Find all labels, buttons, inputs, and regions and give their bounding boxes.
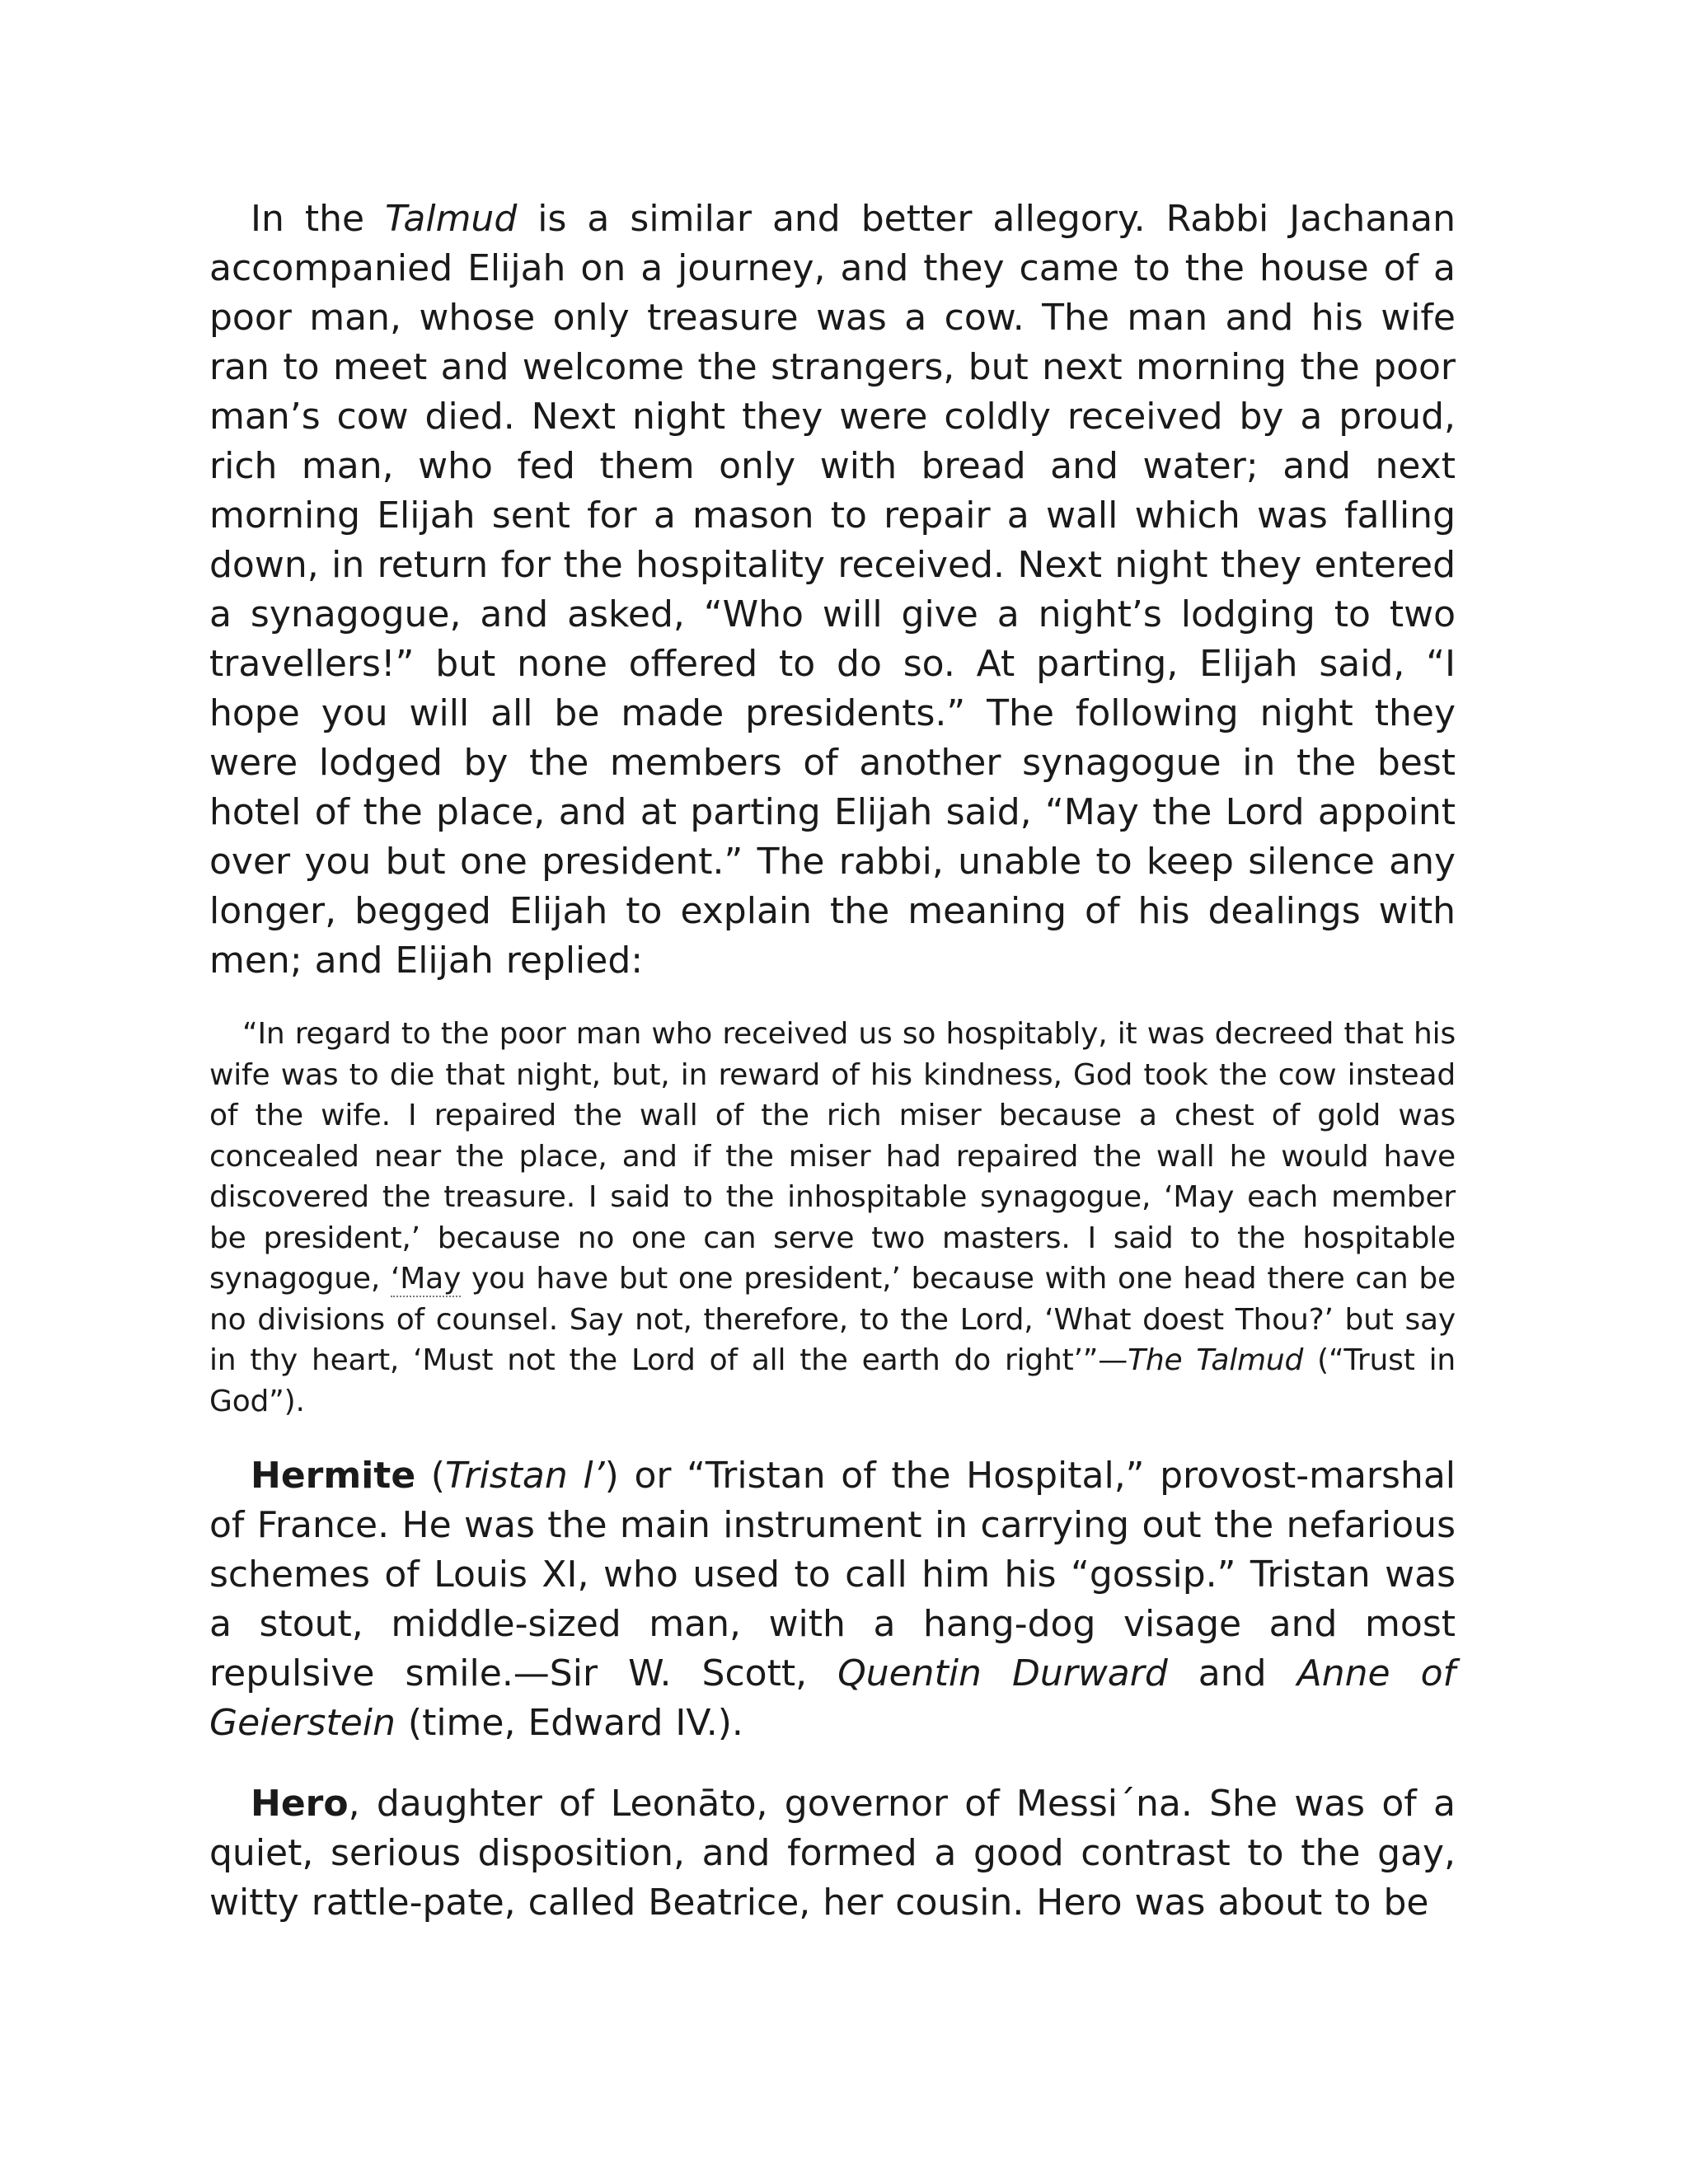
quote-text: (“Trust in God”). <box>209 1343 1456 1418</box>
text-run: (time, Edward IV.). <box>395 1702 743 1744</box>
italic-title: The Talmud <box>1128 1343 1304 1377</box>
text-run: is a similar and better allegory. Rabbi Jachanan accompanied Elijah on a journey, and they came to the house of a poor man, whose only treasure was a cow. The man and his wife ran to meet and welcome the strangers, but next morning the poor man’s cow died. Next night they were coldly received by a proud, rich man, who fed them only with bread and water; and next morning Elijah sent for a mason to repair a wall which was falling down, in return for the hospitality received. Next night they entered a synagogue, and asked, “Who will give a night’s lodging to two travellers!” but none offered to do so. At parting, Elijah said, “I hope you will all be made presidents.” The following night they were lodged by the members of another synagogue in the best hotel of the place, and at parting Elijah said, “May the Lord appoint over you but one president.” The rabbi, unable to keep silence any longer, begged Elijah to explain the meaning of his dealings with men; and Elijah replied: <box>209 198 1456 982</box>
entry-hero <box>209 1779 1456 1928</box>
block-quote <box>209 1014 1456 1422</box>
entry-headword: Hermite <box>251 1455 416 1497</box>
text-run: In the <box>251 198 386 240</box>
italic-name: Tristan l’ <box>444 1455 605 1497</box>
text-run: ( <box>415 1455 445 1497</box>
quote-text: “In regard to the poor man who received us so hospitably, it was decreed that his wife was to die that night, but, in reward of his kindness, God took the cow instead of the wife. I repaired the wall of the rich miser because a chest of gold was concealed near the place, and if the miser had repaired the wall he would have discovered the treasure. I said to the inhospitable synagogue, ‘May each member be president,’ because no one can serve two masters. I said to the hospitable synagogue, <box>209 1017 1456 1296</box>
italic-title: Talmud <box>385 198 518 240</box>
paragraph-talmud-allegory <box>209 194 1456 986</box>
text-run: ) or “Tristan of the Hospital,” provost-marshal of France. He was the main instrument in carrying out the nefarious schemes of Louis XI, who used to call him his “gossip.” Tristan was a stout, middle-sized man, with a hang-dog visage and most repulsive smile.—Sir W. Scott, <box>209 1455 1456 1694</box>
quote-text: you have but one president,’ because with one head there can be no divisions of counsel. Say not, therefore, to the Lord, ‘What doest Thou?’ but say in thy heart, ‘Must not the Lord of all the earth do right’”— <box>209 1262 1456 1377</box>
entry-headword: Hero <box>251 1783 349 1825</box>
text-run: , daughter of Leonāto, governor of Messi´na. She was of a quiet, serious disposition, and formed a good contrast to the gay, witty rattle-pate, called Beatrice, her cousin. Hero was about to be <box>209 1783 1456 1924</box>
dotted-underlined-word: ‘May <box>390 1262 462 1296</box>
text-run: and <box>1167 1652 1297 1694</box>
entry-hermite <box>209 1451 1456 1748</box>
page-content <box>209 194 1456 1928</box>
italic-title: Quentin Durward <box>837 1652 1168 1694</box>
italic-title: Anne of Geierstein <box>209 1652 1456 1744</box>
